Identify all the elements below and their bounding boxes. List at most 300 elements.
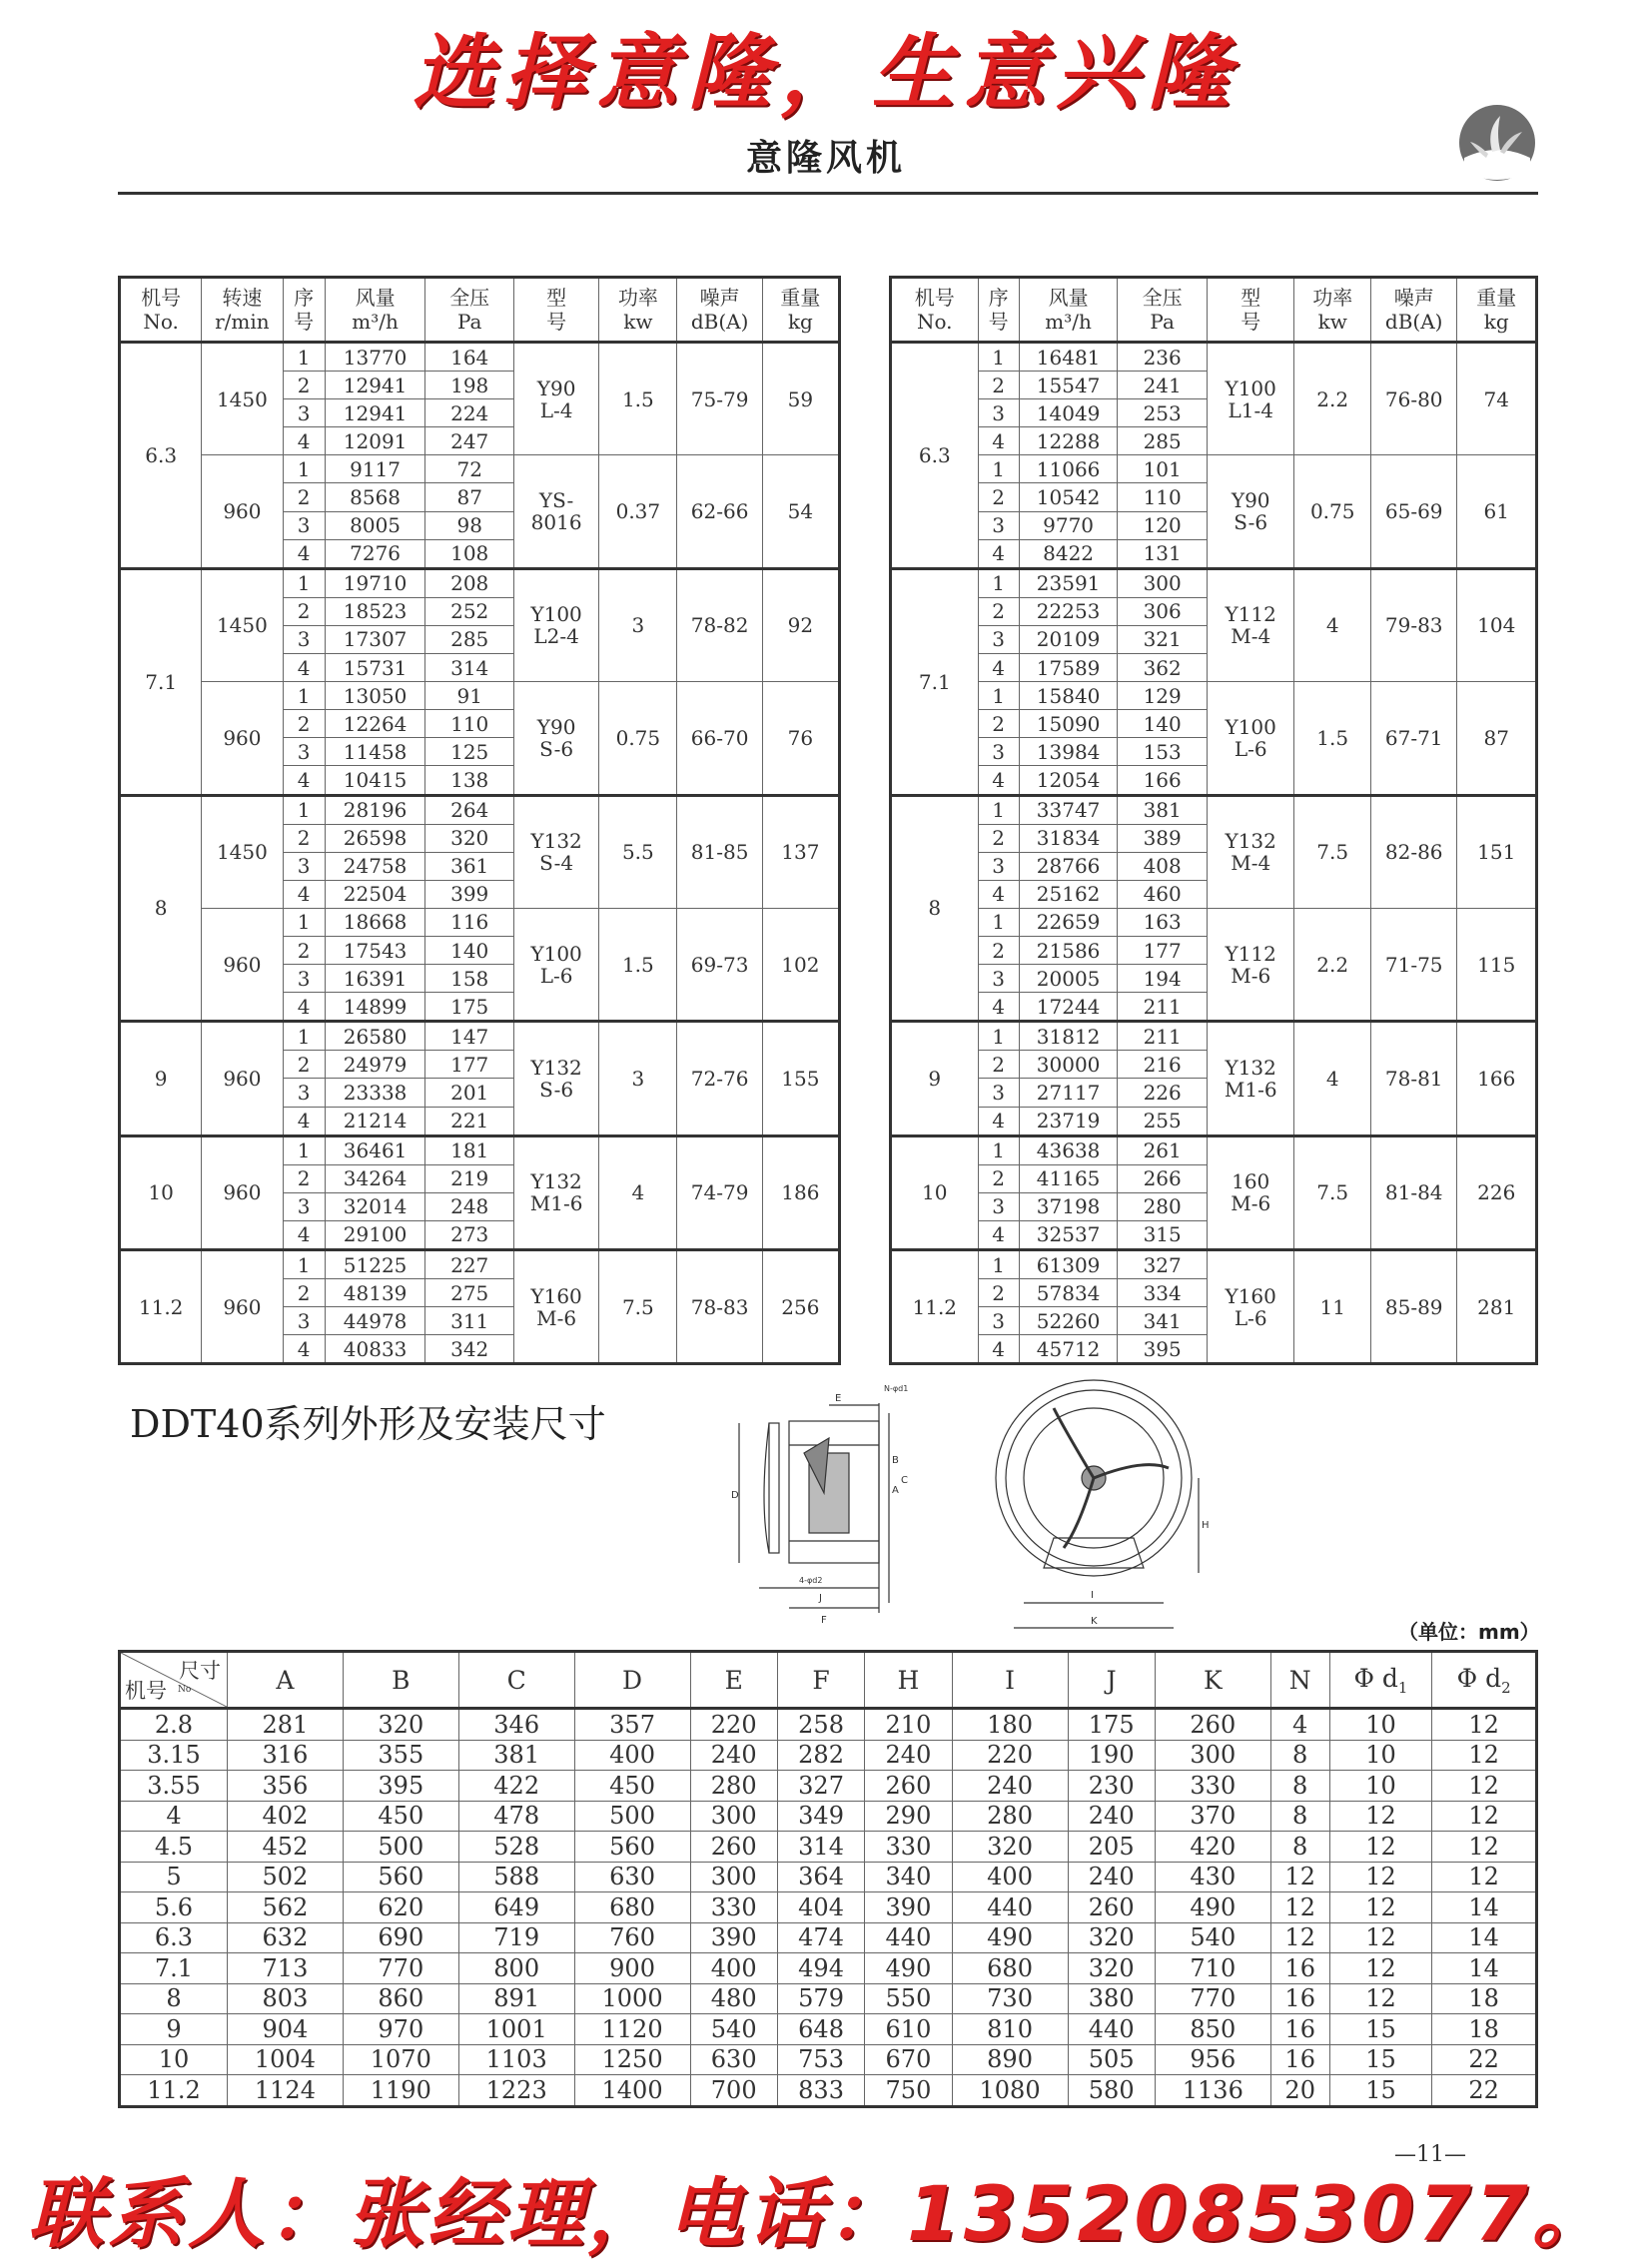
table-row (120, 1022, 840, 1051)
label-i: I (1091, 1590, 1094, 1601)
table-row (120, 908, 840, 936)
pressure-cell: 321 (1118, 625, 1208, 653)
dim-value-cell: 630 (690, 2044, 777, 2075)
airflow-cell: 15731 (325, 654, 425, 682)
dim-value-cell: 260 (1068, 1892, 1155, 1923)
dim-value-cell: 1250 (574, 2044, 690, 2075)
dim-value-cell: 719 (458, 1922, 574, 1953)
header-cell: 转速 r/min (202, 278, 283, 343)
pressure-cell: 311 (425, 1307, 513, 1335)
dim-col-header: Φ $d_2$ (1432, 1652, 1537, 1709)
dim-value-cell: 1124 (228, 2075, 344, 2107)
dim-value-cell: 15 (1329, 2014, 1432, 2045)
dim-value-cell: 474 (777, 1922, 864, 1953)
dim-value-cell: 4 (1270, 1709, 1329, 1741)
dim-value-cell: 8 (1270, 1740, 1329, 1771)
table-row (120, 1983, 1537, 2014)
airflow-cell: 8005 (325, 511, 425, 539)
seq-cell: 3 (283, 738, 325, 766)
seq-cell: 4 (283, 539, 325, 568)
speed-cell: 960 (202, 1135, 283, 1249)
fan-no-cell: 7.1 (120, 1953, 228, 1984)
table-row (120, 568, 840, 597)
pressure-cell: 138 (425, 766, 513, 795)
dim-value-cell: 1080 (952, 2075, 1068, 2107)
weight-cell: 226 (1457, 1135, 1537, 1249)
airflow-cell: 36461 (325, 1135, 425, 1164)
pressure-cell: 216 (1118, 1051, 1208, 1079)
seq-cell: 4 (283, 993, 325, 1022)
pressure-cell: 201 (425, 1079, 513, 1107)
seq-cell: 2 (978, 710, 1019, 738)
seq-cell: 3 (978, 625, 1019, 653)
weight-cell: 166 (1457, 1022, 1537, 1135)
airflow-cell: 25162 (1019, 880, 1118, 908)
dim-value-cell: 290 (865, 1801, 952, 1832)
dim-value-cell: 370 (1155, 1801, 1270, 1832)
weight-cell: 102 (762, 908, 839, 1021)
dim-value-cell: 260 (1155, 1709, 1270, 1741)
motor-model-cell: Y160 L-6 (1207, 1250, 1294, 1364)
dim-value-cell: 327 (777, 1771, 864, 1802)
pressure-cell: 125 (425, 738, 513, 766)
airflow-cell: 43638 (1019, 1135, 1118, 1164)
pressure-cell: 285 (1118, 427, 1208, 455)
airflow-cell: 12264 (325, 710, 425, 738)
pressure-cell: 264 (425, 795, 513, 824)
power-cell: 4 (1294, 568, 1370, 681)
airflow-cell: 15547 (1019, 372, 1118, 399)
dim-value-cell: 22 (1432, 2075, 1537, 2107)
pressure-cell: 219 (425, 1164, 513, 1192)
airflow-cell: 45712 (1019, 1335, 1118, 1364)
power-cell: 4 (1294, 1022, 1370, 1135)
table-row (891, 795, 1537, 824)
noise-cell: 78-83 (677, 1250, 762, 1364)
dim-value-cell: 810 (952, 2014, 1068, 2045)
fan-no-cell: 9 (891, 1022, 979, 1135)
noise-cell: 66-70 (677, 682, 762, 795)
dim-value-cell: 14 (1432, 1922, 1537, 1953)
pressure-cell: 116 (425, 908, 513, 936)
airflow-cell: 17589 (1019, 654, 1118, 682)
dim-value-cell: 900 (574, 1953, 690, 1984)
airflow-cell: 19710 (325, 568, 425, 597)
pressure-cell: 314 (425, 654, 513, 682)
pressure-cell: 166 (1118, 766, 1208, 795)
dim-value-cell: 690 (343, 1922, 458, 1953)
table-row (120, 1250, 840, 1279)
airflow-cell: 23719 (1019, 1107, 1118, 1135)
fan-no-cell: 9 (120, 2014, 228, 2045)
dim-value-cell: 450 (574, 1771, 690, 1802)
page-number: —11— (1394, 2142, 1466, 2167)
seq-cell: 1 (283, 908, 325, 936)
noise-cell: 75-79 (677, 343, 762, 455)
dim-value-cell: 18 (1432, 1983, 1537, 2014)
dim-value-cell: 560 (574, 1832, 690, 1863)
power-cell: 7.5 (1294, 1135, 1370, 1249)
dim-value-cell: 346 (458, 1709, 574, 1741)
dim-value-cell: 14 (1432, 1892, 1537, 1923)
airflow-cell: 52260 (1019, 1307, 1118, 1335)
contact-banner: 联系人：张经理，电话：13520853077。 (28, 2169, 1612, 2258)
airflow-cell: 10415 (325, 766, 425, 795)
table-row (891, 1250, 1537, 1279)
noise-cell: 74-79 (677, 1135, 762, 1249)
fan-no-cell: 8 (120, 1983, 228, 2014)
seq-cell: 2 (283, 936, 325, 964)
pressure-cell: 211 (1118, 993, 1208, 1022)
dim-value-cell: 680 (952, 1953, 1068, 1984)
seq-cell: 2 (283, 1051, 325, 1079)
dim-value-cell: 282 (777, 1740, 864, 1771)
pressure-cell: 194 (1118, 965, 1208, 993)
seq-cell: 4 (978, 880, 1019, 908)
table-row (120, 1953, 1537, 1984)
dim-value-cell: 320 (1068, 1922, 1155, 1953)
pressure-cell: 261 (1118, 1135, 1208, 1164)
noise-cell: 79-83 (1370, 568, 1457, 681)
header-cell: 型 号 (513, 278, 598, 343)
dim-value-cell: 12 (1329, 1801, 1432, 1832)
seq-cell: 4 (978, 993, 1019, 1022)
seq-cell: 4 (283, 427, 325, 455)
dim-value-cell: 478 (458, 1801, 574, 1832)
pressure-cell: 211 (1118, 1022, 1208, 1051)
dim-value-cell: 540 (690, 2014, 777, 2045)
motor-model-cell: Y160 M-6 (513, 1250, 598, 1364)
header-cell: 序 号 (978, 278, 1019, 343)
seq-cell: 1 (978, 1135, 1019, 1164)
seq-cell: 1 (283, 682, 325, 710)
seq-cell: 4 (978, 654, 1019, 682)
dim-value-cell: 12 (1329, 1983, 1432, 2014)
dim-value-cell: 580 (1068, 2075, 1155, 2107)
motor-model-cell: Y90 S-6 (1207, 455, 1294, 568)
dim-col-header: I (952, 1652, 1068, 1709)
pressure-cell: 389 (1118, 824, 1208, 852)
header-cell: 噪声 dB(A) (1370, 278, 1457, 343)
speed-cell: 1450 (202, 343, 283, 455)
dim-value-cell: 240 (1068, 1862, 1155, 1892)
dim-value-cell: 381 (458, 1740, 574, 1771)
airflow-cell: 12941 (325, 399, 425, 427)
dim-value-cell: 400 (574, 1740, 690, 1771)
airflow-cell: 22253 (1019, 597, 1118, 625)
airflow-cell: 23338 (325, 1079, 425, 1107)
dim-value-cell: 452 (228, 1832, 344, 1863)
dim-value-cell: 753 (777, 2044, 864, 2075)
table-row (120, 455, 840, 483)
seq-cell: 3 (283, 965, 325, 993)
dim-value-cell: 12 (1329, 1832, 1432, 1863)
fan-no-cell: 7.1 (120, 568, 202, 795)
dim-value-cell: 670 (865, 2044, 952, 2075)
dim-value-cell: 280 (952, 1801, 1068, 1832)
airflow-cell: 51225 (325, 1250, 425, 1279)
fan-no-cell: 4.5 (120, 1832, 228, 1863)
pressure-cell: 98 (425, 511, 513, 539)
seq-cell: 4 (978, 1107, 1019, 1135)
weight-cell: 61 (1457, 455, 1537, 568)
pressure-cell: 164 (425, 343, 513, 372)
dim-value-cell: 891 (458, 1983, 574, 2014)
noise-cell: 81-85 (677, 795, 762, 908)
pressure-cell: 91 (425, 682, 513, 710)
dim-value-cell: 490 (952, 1922, 1068, 1953)
seq-cell: 2 (283, 1279, 325, 1307)
seq-cell: 1 (978, 568, 1019, 597)
dim-value-cell: 16 (1270, 1953, 1329, 1984)
airflow-cell: 23591 (1019, 568, 1118, 597)
dim-value-cell: 562 (228, 1892, 344, 1923)
corner-small-label: No (178, 1685, 192, 1695)
airflow-cell: 9770 (1019, 511, 1118, 539)
dim-value-cell: 395 (343, 1771, 458, 1802)
pressure-cell: 342 (425, 1335, 513, 1364)
corner-cell (120, 1652, 228, 1709)
dim-col-header: A (228, 1652, 344, 1709)
noise-cell: 82-86 (1370, 795, 1457, 908)
motor-model-cell: Y112 M-4 (1207, 568, 1294, 681)
dim-value-cell: 15 (1329, 2075, 1432, 2107)
airflow-cell: 18668 (325, 908, 425, 936)
seq-cell: 2 (283, 1164, 325, 1192)
pressure-cell: 395 (1118, 1335, 1208, 1364)
brand-title: 意隆风机 (745, 138, 906, 179)
pressure-cell: 140 (1118, 710, 1208, 738)
airflow-cell: 16391 (325, 965, 425, 993)
airflow-cell: 37198 (1019, 1192, 1118, 1220)
label-a: A (892, 1485, 899, 1496)
motor-model-cell: Y132 M1-6 (513, 1135, 598, 1249)
dimension-table (118, 1650, 1538, 2108)
pressure-cell: 247 (425, 427, 513, 455)
motor-model-cell: Y132 S-6 (513, 1022, 598, 1135)
motor-model-cell: Y112 M-6 (1207, 908, 1294, 1021)
fan-no-cell: 11.2 (891, 1250, 979, 1364)
seq-cell: 2 (978, 1051, 1019, 1079)
label-j: J (819, 1593, 822, 1604)
motor-model-cell: 160 M-6 (1207, 1135, 1294, 1249)
header-cell: 型 号 (1207, 278, 1294, 343)
airflow-cell: 11066 (1019, 455, 1118, 483)
dim-value-cell: 490 (865, 1953, 952, 1984)
airflow-cell: 9117 (325, 455, 425, 483)
fan-no-cell: 9 (120, 1022, 202, 1135)
seq-cell: 1 (978, 1250, 1019, 1279)
airflow-cell: 17244 (1019, 993, 1118, 1022)
weight-cell: 87 (1457, 682, 1537, 795)
airflow-cell: 8422 (1019, 539, 1118, 568)
dim-value-cell: 12 (1329, 1953, 1432, 1984)
table-row (120, 2044, 1537, 2075)
dim-value-cell: 1000 (574, 1983, 690, 2014)
dim-col-subscript: 2 (1501, 1678, 1511, 1697)
dim-value-cell: 450 (343, 1801, 458, 1832)
dim-value-cell: 240 (952, 1771, 1068, 1802)
motor-model-cell: Y90 L-4 (513, 343, 598, 455)
power-cell: 0.75 (599, 682, 677, 795)
pressure-cell: 327 (1118, 1250, 1208, 1279)
airflow-cell: 27117 (1019, 1079, 1118, 1107)
side-view-drawing (729, 1383, 929, 1633)
corner-top-label: 尺寸 (179, 1659, 221, 1683)
table-row (120, 1832, 1537, 1863)
header-cell: 风量 m³/h (325, 278, 425, 343)
pressure-cell: 341 (1118, 1307, 1208, 1335)
noise-cell: 67-71 (1370, 682, 1457, 795)
dim-value-cell: 240 (1068, 1801, 1155, 1832)
fan-no-cell: 5.6 (120, 1892, 228, 1923)
airflow-cell: 7276 (325, 539, 425, 568)
power-cell: 7.5 (1294, 795, 1370, 908)
power-cell: 3 (599, 1022, 677, 1135)
pressure-cell: 129 (1118, 682, 1208, 710)
label-b: B (892, 1455, 899, 1466)
label-c: C (901, 1475, 908, 1486)
power-cell: 0.37 (599, 455, 677, 568)
airflow-cell: 15090 (1019, 710, 1118, 738)
table-row (891, 1022, 1537, 1051)
dim-value-cell: 8 (1270, 1832, 1329, 1863)
dim-value-cell: 8 (1270, 1771, 1329, 1802)
dim-value-cell: 240 (865, 1740, 952, 1771)
dim-value-cell: 12 (1270, 1862, 1329, 1892)
dim-value-cell: 1400 (574, 2075, 690, 2107)
dim-value-cell: 904 (228, 2014, 344, 2045)
airflow-cell: 48139 (325, 1279, 425, 1307)
airflow-cell: 21214 (325, 1107, 425, 1135)
airflow-cell: 18523 (325, 597, 425, 625)
company-logo (1456, 102, 1538, 184)
dim-value-cell: 579 (777, 1983, 864, 2014)
dim-value-cell: 260 (690, 1832, 777, 1863)
noise-cell: 72-76 (677, 1022, 762, 1135)
table-row (891, 682, 1537, 710)
dim-value-cell: 180 (952, 1709, 1068, 1741)
motor-model-cell: Y100 L-6 (513, 908, 598, 1021)
pressure-cell: 306 (1118, 597, 1208, 625)
airflow-cell: 32014 (325, 1192, 425, 1220)
seq-cell: 2 (283, 483, 325, 511)
dim-value-cell: 680 (574, 1892, 690, 1923)
pressure-cell: 153 (1118, 738, 1208, 766)
dim-value-cell: 1223 (458, 2075, 574, 2107)
power-cell: 4 (599, 1135, 677, 1249)
dim-value-cell: 422 (458, 1771, 574, 1802)
dim-value-cell: 12 (1432, 1771, 1537, 1802)
dim-value-cell: 22 (1432, 2044, 1537, 2075)
slogan-banner: 选择意隆，生意兴隆 (413, 26, 1239, 121)
header-cell: 风量 m³/h (1019, 278, 1118, 343)
seq-cell: 4 (978, 539, 1019, 568)
airflow-cell: 29100 (325, 1220, 425, 1249)
dim-value-cell: 300 (1155, 1740, 1270, 1771)
table-row (891, 455, 1537, 483)
pressure-cell: 300 (1118, 568, 1208, 597)
label-n-d1: N-φd1 (884, 1384, 909, 1393)
noise-cell: 85-89 (1370, 1250, 1457, 1364)
speed-cell: 960 (202, 682, 283, 795)
label-4-d2: 4-φd2 (799, 1576, 823, 1585)
dim-value-cell: 620 (343, 1892, 458, 1923)
pressure-cell: 285 (425, 625, 513, 653)
seq-cell: 3 (283, 1307, 325, 1335)
dim-value-cell: 440 (952, 1892, 1068, 1923)
dim-value-cell: 404 (777, 1892, 864, 1923)
pressure-cell: 280 (1118, 1192, 1208, 1220)
dim-value-cell: 12 (1329, 1922, 1432, 1953)
dim-value-cell: 500 (574, 1801, 690, 1832)
motor-model-cell: YS- 8016 (513, 455, 598, 568)
dim-value-cell: 20 (1270, 2075, 1329, 2107)
table-row (891, 908, 1537, 936)
dim-value-cell: 1001 (458, 2014, 574, 2045)
dim-col-header: E (690, 1652, 777, 1709)
dim-value-cell: 12 (1432, 1709, 1537, 1741)
dim-value-cell: 560 (343, 1862, 458, 1892)
seq-cell: 3 (283, 625, 325, 653)
pressure-cell: 255 (1118, 1107, 1208, 1135)
noise-cell: 62-66 (677, 455, 762, 568)
dim-value-cell: 956 (1155, 2044, 1270, 2075)
table-row (120, 795, 840, 824)
dim-value-cell: 10 (1329, 1740, 1432, 1771)
power-cell: 11 (1294, 1250, 1370, 1364)
weight-cell: 186 (762, 1135, 839, 1249)
dim-value-cell: 316 (228, 1740, 344, 1771)
fan-no-cell: 3.15 (120, 1740, 228, 1771)
dim-value-cell: 710 (1155, 1953, 1270, 1984)
dim-col-header: D (574, 1652, 690, 1709)
airflow-cell: 26598 (325, 824, 425, 852)
airflow-cell: 10542 (1019, 483, 1118, 511)
dim-value-cell: 440 (1068, 2014, 1155, 2045)
airflow-cell: 17543 (325, 936, 425, 964)
fan-no-cell: 10 (120, 2044, 228, 2075)
fan-no-cell: 6.3 (120, 1922, 228, 1953)
pressure-cell: 460 (1118, 880, 1208, 908)
speed-cell: 1450 (202, 568, 283, 681)
noise-cell: 78-81 (1370, 1022, 1457, 1135)
dim-value-cell: 420 (1155, 1832, 1270, 1863)
dim-value-cell: 850 (1155, 2014, 1270, 2045)
pressure-cell: 236 (1118, 343, 1208, 372)
dim-value-cell: 630 (574, 1862, 690, 1892)
dim-value-cell: 480 (690, 1983, 777, 2014)
pressure-cell: 110 (1118, 483, 1208, 511)
airflow-cell: 57834 (1019, 1279, 1118, 1307)
airflow-cell: 31812 (1019, 1022, 1118, 1051)
unit-note: （单位：mm） (1398, 1620, 1540, 1644)
dim-value-cell: 390 (865, 1892, 952, 1923)
seq-cell: 2 (283, 597, 325, 625)
seq-cell: 2 (283, 710, 325, 738)
fan-no-cell: 11.2 (120, 1250, 202, 1364)
dim-value-cell: 1004 (228, 2044, 344, 2075)
table-row (120, 1801, 1537, 1832)
dim-value-cell: 970 (343, 2014, 458, 2045)
seq-cell: 1 (978, 908, 1019, 936)
table-row (891, 568, 1537, 597)
weight-cell: 76 (762, 682, 839, 795)
seq-cell: 4 (283, 1335, 325, 1364)
seq-cell: 3 (283, 1192, 325, 1220)
dim-value-cell: 205 (1068, 1832, 1155, 1863)
dim-value-cell: 357 (574, 1709, 690, 1741)
